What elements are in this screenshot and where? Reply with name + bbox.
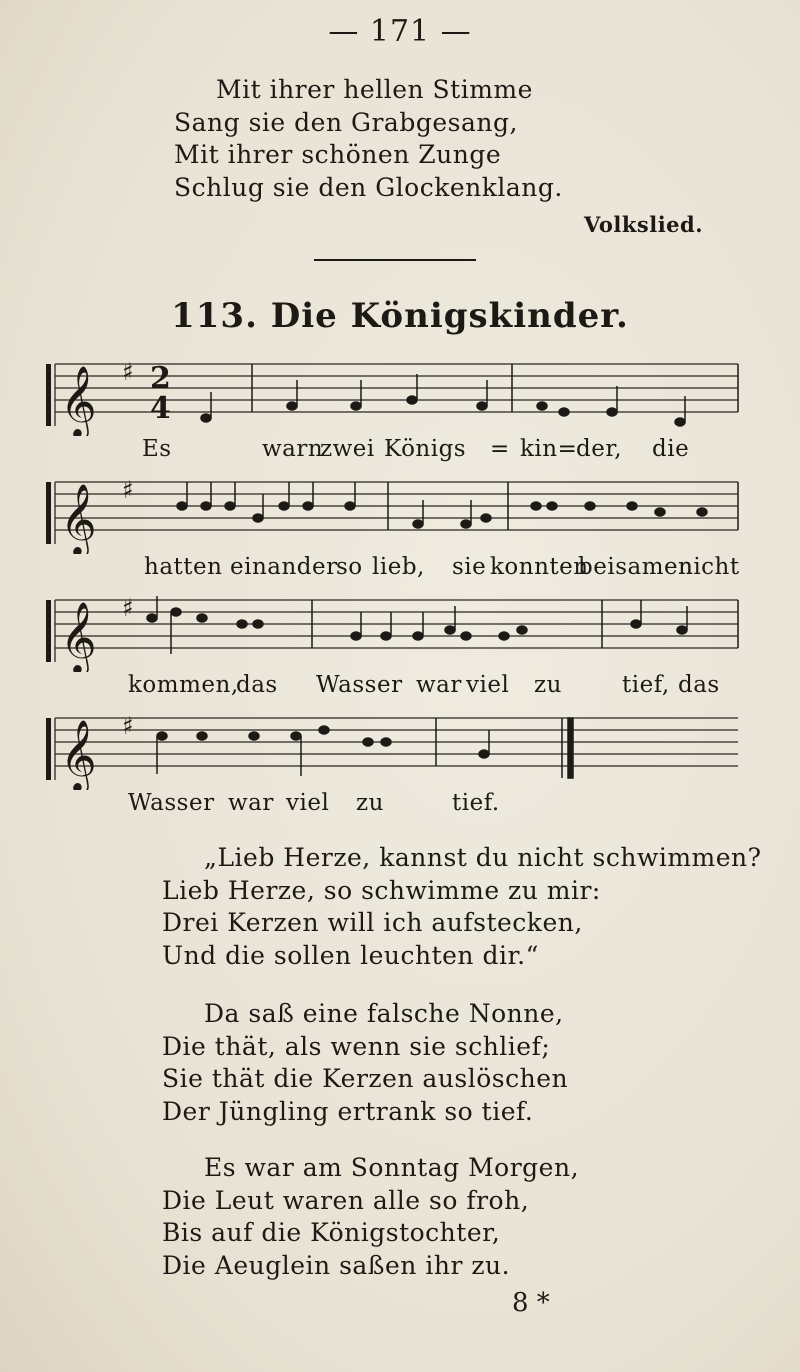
verse-top bbox=[174, 74, 563, 204]
treble-clef-icon: 𝄞 bbox=[60, 482, 97, 554]
verse-line: Da saß eine falsche Nonne, bbox=[204, 999, 564, 1028]
lyric-syllable: die bbox=[652, 436, 690, 462]
treble-clef-icon: 𝄞 bbox=[60, 600, 97, 672]
lyric-syllable: zwei bbox=[320, 436, 375, 462]
lyric-syllable: zu bbox=[356, 790, 384, 816]
lyric-syllable: viel bbox=[286, 790, 330, 816]
stanza-2 bbox=[162, 998, 568, 1128]
stanza-3 bbox=[162, 1152, 579, 1282]
key-signature: ♯ bbox=[122, 358, 134, 386]
staff-notation bbox=[46, 474, 746, 554]
lyric-syllable: so bbox=[336, 554, 363, 580]
section-divider bbox=[314, 259, 476, 261]
attribution: Volkslied. bbox=[584, 212, 704, 237]
lyric-syllable: war bbox=[416, 672, 462, 698]
footer-signature: 8 * bbox=[512, 1288, 550, 1318]
lyric-syllable: Königs bbox=[384, 436, 467, 462]
treble-clef-icon: 𝄞 bbox=[60, 364, 97, 436]
time-signature-top: 2 bbox=[150, 361, 171, 396]
lyric-syllable: der, bbox=[576, 436, 623, 462]
key-signature: ♯ bbox=[122, 476, 134, 504]
verse-line: Es war am Sonntag Morgen, bbox=[204, 1153, 580, 1182]
time-signature-bottom: 4 bbox=[150, 391, 171, 426]
verse-line: Schlug sie den Glockenklang. bbox=[174, 172, 563, 202]
lyric-syllable: kommen, bbox=[128, 672, 239, 698]
verse-line: Sang sie den Grabgesang, bbox=[174, 107, 518, 137]
verse-line: Sie thät die Kerzen auslöschen bbox=[162, 1064, 569, 1093]
treble-clef-icon: 𝄞 bbox=[60, 718, 97, 790]
staff-notation bbox=[46, 356, 746, 436]
lyric-syllable: tief. bbox=[452, 790, 500, 816]
lyric-syllable: kin= bbox=[520, 436, 578, 462]
lyric-syllable: sie bbox=[452, 554, 487, 580]
lyric-syllable: das bbox=[678, 672, 720, 698]
lyric-syllable: Es bbox=[142, 436, 172, 462]
lyric-syllable: = bbox=[490, 436, 510, 462]
lyric-syllable: war bbox=[228, 790, 274, 816]
lyric-syllable: tief, bbox=[622, 672, 670, 698]
lyric-syllable: Wasser bbox=[316, 672, 403, 698]
lyric-syllable: warn bbox=[262, 436, 324, 462]
verse-line: Drei Kerzen will ich aufstecken, bbox=[162, 908, 583, 937]
staff-notation bbox=[46, 592, 746, 672]
lyric-syllable: das bbox=[236, 672, 278, 698]
lyric-syllable: nicht bbox=[678, 554, 740, 580]
key-signature: ♯ bbox=[122, 712, 134, 740]
verse-line: Die thät, als wenn sie schlief; bbox=[162, 1031, 551, 1061]
stanza-1 bbox=[162, 842, 762, 972]
verse-line: Der Jüngling ertrank so tief. bbox=[162, 1096, 534, 1126]
lyric-syllable: konnten bbox=[490, 554, 589, 580]
verse-line: Bis auf die Königstochter, bbox=[162, 1218, 501, 1247]
staff-notation bbox=[46, 710, 746, 790]
lyric-syllable: lieb, bbox=[372, 554, 425, 580]
key-signature: ♯ bbox=[122, 594, 134, 622]
lyric-syllable: hatten bbox=[144, 554, 223, 580]
lyric-syllable: beisamen bbox=[578, 554, 694, 580]
verse-line: „Lieb Herze, kannst du nicht schwimmen? bbox=[204, 843, 762, 872]
page-number: — 171 — bbox=[328, 14, 472, 49]
verse-line: Die Leut waren alle so froh, bbox=[162, 1185, 530, 1215]
lyric-syllable: einander bbox=[230, 554, 338, 580]
song-title: 113. Die Königskinder. bbox=[171, 296, 629, 336]
verse-line: Lieb Herze, so schwimme zu mir: bbox=[162, 875, 601, 905]
verse-line: Und die sollen leuchten dir.“ bbox=[162, 940, 539, 970]
verse-line: Mit ihrer hellen Stimme bbox=[216, 75, 533, 104]
lyric-syllable: Wasser bbox=[128, 790, 215, 816]
verse-line: Die Aeuglein saßen ihr zu. bbox=[162, 1250, 511, 1280]
lyric-syllable: viel bbox=[466, 672, 510, 698]
lyric-syllable: zu bbox=[534, 672, 562, 698]
verse-line: Mit ihrer schönen Zunge bbox=[174, 140, 502, 169]
